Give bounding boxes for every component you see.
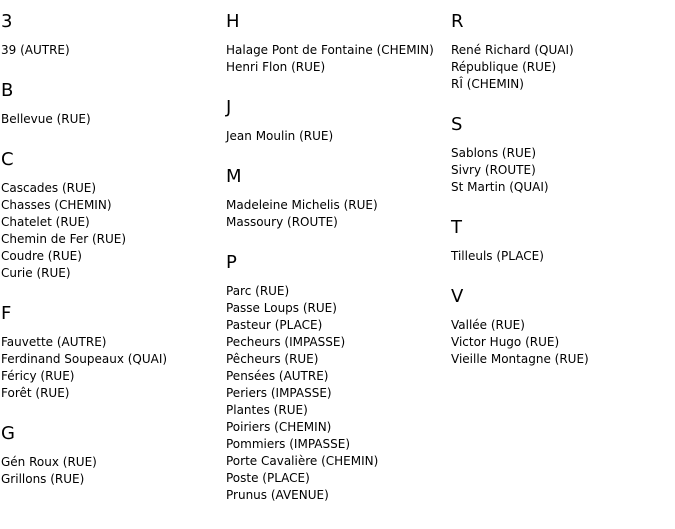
letter-group: [226, 252, 434, 504]
letter-heading: J: [226, 97, 232, 118]
street-link[interactable]: Parc (RUE): [226, 284, 290, 298]
street-list: [451, 248, 589, 265]
street-list-item: [451, 76, 589, 93]
street-list-item: [226, 419, 434, 436]
street-link[interactable]: Poiriers (CHEMIN): [226, 420, 332, 434]
street-index-column-2: [226, 0, 434, 504]
street-link[interactable]: Jean Moulin (RUE): [226, 129, 334, 143]
letter-group: [226, 11, 434, 76]
letter-group: [226, 166, 434, 231]
street-list-item: [1, 197, 167, 214]
street-list-item: [1, 214, 167, 231]
street-list-item: [226, 487, 434, 504]
street-list: [226, 42, 434, 76]
letter-heading: H: [226, 11, 240, 32]
street-list-item: [226, 351, 434, 368]
street-list: [451, 317, 589, 368]
street-link[interactable]: Ferdinand Soupeaux (QUAI): [1, 352, 168, 366]
street-list: [1, 180, 167, 282]
street-link[interactable]: Madeleine Michelis (RUE): [226, 198, 378, 212]
street-link[interactable]: Pêcheurs (RUE): [226, 352, 319, 366]
street-list: [1, 334, 167, 402]
street-link[interactable]: 39 (AUTRE): [1, 43, 70, 57]
street-link[interactable]: Sablons (RUE): [451, 146, 537, 160]
street-link[interactable]: Tilleuls (PLACE): [451, 249, 544, 263]
street-list: [451, 145, 589, 196]
street-list-item: [226, 385, 434, 402]
street-list-item: [226, 42, 434, 59]
street-link[interactable]: Cascades (RUE): [1, 181, 97, 195]
street-list-item: [226, 197, 434, 214]
street-link[interactable]: Féricy (RUE): [1, 369, 75, 383]
street-link[interactable]: Massoury (ROUTE): [226, 215, 338, 229]
street-list-item: [451, 334, 589, 351]
street-link[interactable]: Coudre (RUE): [1, 249, 82, 263]
street-link[interactable]: Pensées (AUTRE): [226, 369, 329, 383]
street-list-item: [226, 470, 434, 487]
street-list-item: [1, 231, 167, 248]
street-index-column-3: [451, 0, 589, 368]
letter-heading: M: [226, 166, 242, 187]
letter-heading: 3: [1, 11, 13, 32]
letter-heading: B: [1, 80, 14, 101]
street-link[interactable]: Vieille Montagne (RUE): [451, 352, 589, 366]
street-list-item: [1, 180, 167, 197]
street-list-item: [1, 454, 167, 471]
street-link[interactable]: Chemin de Fer (RUE): [1, 232, 127, 246]
letter-group: [1, 149, 167, 282]
street-link[interactable]: Gén Roux (RUE): [1, 455, 97, 469]
letter-heading: P: [226, 252, 237, 273]
street-list-item: [1, 385, 167, 402]
street-list-item: [1, 265, 167, 282]
street-list-item: [451, 42, 589, 59]
street-list-item: [1, 471, 167, 488]
street-list-item: [226, 283, 434, 300]
street-link[interactable]: Victor Hugo (RUE): [451, 335, 560, 349]
street-list-item: [1, 42, 167, 59]
street-list: [1, 42, 167, 59]
street-link[interactable]: Bellevue (RUE): [1, 112, 91, 126]
street-list-item: [1, 351, 167, 368]
street-list-item: [226, 453, 434, 470]
letter-heading: C: [1, 149, 14, 170]
street-list-item: [226, 368, 434, 385]
street-link[interactable]: Chasses (CHEMIN): [1, 198, 112, 212]
street-link[interactable]: St Martin (QUAI): [451, 180, 549, 194]
letter-heading: G: [1, 423, 15, 444]
street-link[interactable]: Porte Cavalière (CHEMIN): [226, 454, 379, 468]
letter-group: [1, 80, 167, 128]
street-link[interactable]: Plantes (RUE): [226, 403, 308, 417]
letter-heading: S: [451, 114, 463, 135]
letter-group: [451, 286, 589, 368]
letter-heading: T: [451, 217, 462, 238]
street-list-item: [451, 248, 589, 265]
street-link[interactable]: Passe Loups (RUE): [226, 301, 337, 315]
street-link[interactable]: Henri Flon (RUE): [226, 60, 326, 74]
street-link[interactable]: Halage Pont de Fontaine (CHEMIN): [226, 43, 434, 57]
street-list-item: [226, 59, 434, 76]
letter-group: [226, 97, 434, 145]
street-link[interactable]: Pecheurs (IMPASSE): [226, 335, 346, 349]
street-list-item: [226, 317, 434, 334]
street-link[interactable]: Sivry (ROUTE): [451, 163, 536, 177]
street-link[interactable]: Fauvette (AUTRE): [1, 335, 107, 349]
street-link[interactable]: Chatelet (RUE): [1, 215, 90, 229]
street-list-item: [1, 368, 167, 385]
street-link[interactable]: Poste (PLACE): [226, 471, 310, 485]
letter-heading: V: [451, 286, 464, 307]
street-link[interactable]: Pommiers (IMPASSE): [226, 437, 350, 451]
street-list-item: [1, 334, 167, 351]
letter-group: [1, 423, 167, 488]
street-list-item: [226, 402, 434, 419]
street-list-item: [451, 59, 589, 76]
letter-group: [451, 217, 589, 265]
street-list-item: [451, 317, 589, 334]
letter-group: [451, 11, 589, 93]
street-index-column-1: [1, 0, 167, 488]
street-list-item: [1, 111, 167, 128]
street-list-item: [451, 145, 589, 162]
letter-heading: F: [1, 303, 12, 324]
street-link[interactable]: Prunus (AVENUE): [226, 488, 329, 502]
street-list: [226, 197, 434, 231]
street-list-item: [226, 334, 434, 351]
street-link[interactable]: Forêt (RUE): [1, 386, 70, 400]
street-list-item: [226, 128, 434, 145]
street-link[interactable]: RÎ (CHEMIN): [451, 77, 524, 91]
letter-group: [1, 303, 167, 402]
street-list: [451, 42, 589, 93]
letter-group: [451, 114, 589, 196]
street-link[interactable]: Vallée (RUE): [451, 318, 525, 332]
street-list-item: [1, 248, 167, 265]
street-link[interactable]: Grillons (RUE): [1, 472, 85, 486]
street-list: [1, 454, 167, 488]
street-list-item: [451, 179, 589, 196]
street-list-item: [226, 300, 434, 317]
street-list: [226, 283, 434, 504]
letter-group: [1, 11, 167, 59]
letter-heading: R: [451, 11, 464, 32]
street-list-item: [226, 436, 434, 453]
street-list: [226, 128, 434, 145]
street-link[interactable]: René Richard (QUAI): [451, 43, 574, 57]
street-list-item: [226, 214, 434, 231]
street-list-item: [451, 351, 589, 368]
street-link[interactable]: Pasteur (PLACE): [226, 318, 323, 332]
street-list: [1, 111, 167, 128]
street-link[interactable]: République (RUE): [451, 60, 557, 74]
street-link[interactable]: Periers (IMPASSE): [226, 386, 332, 400]
street-link[interactable]: Curie (RUE): [1, 266, 71, 280]
street-list-item: [451, 162, 589, 179]
